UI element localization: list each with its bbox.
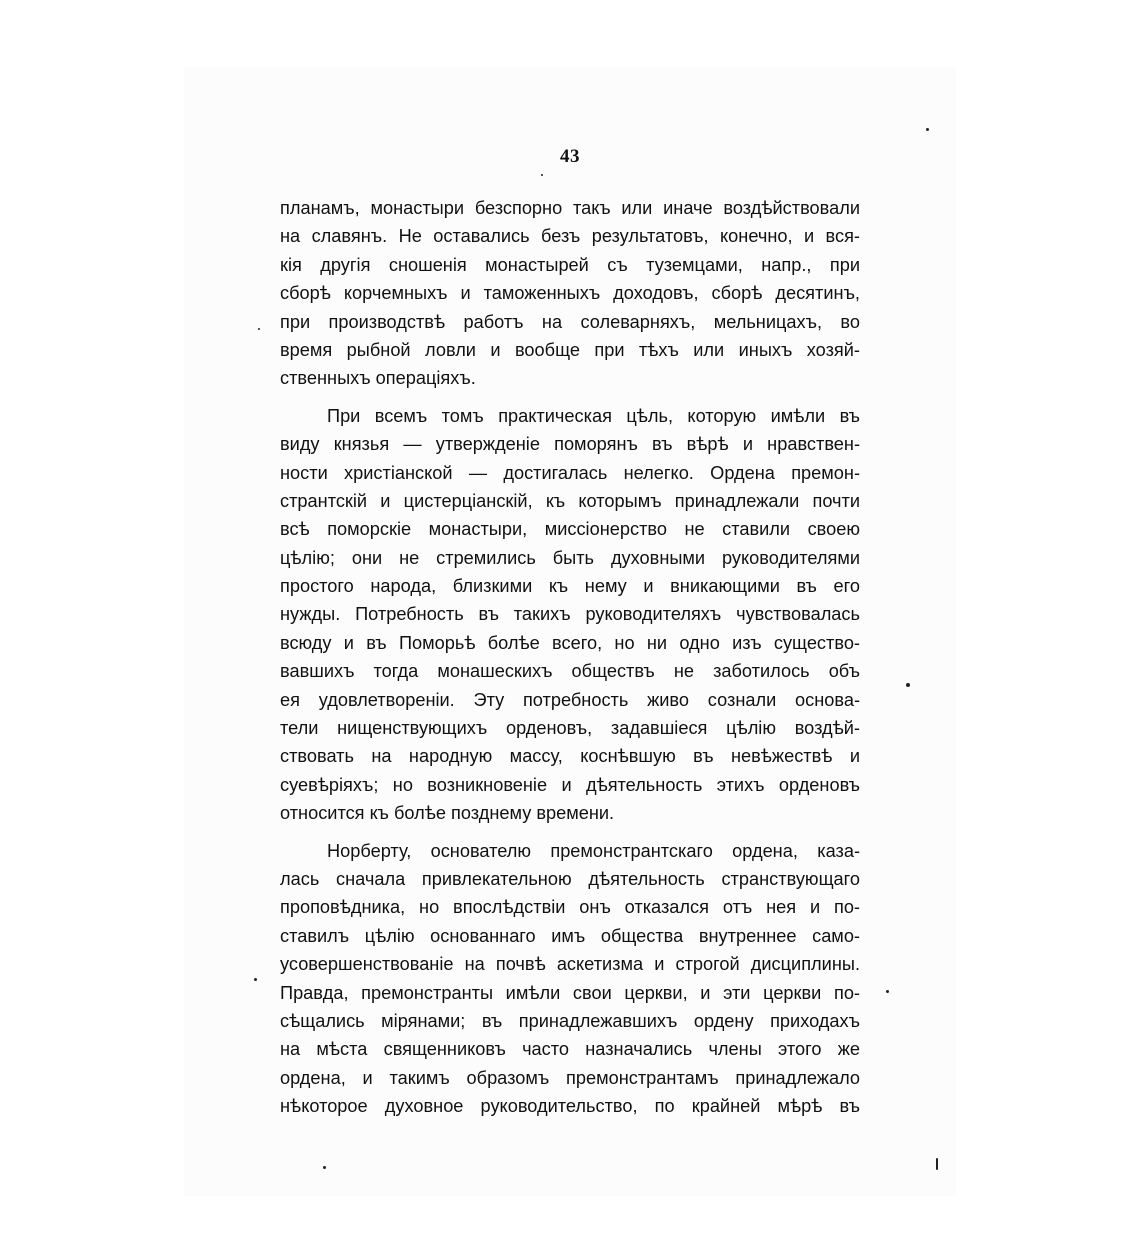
text-line: простого народа, близкими къ нему и вникающими въ его [280,576,860,597]
text-line: всюду и въ Поморьѣ болѣе всего, но ни одно изъ существо- [280,632,860,653]
scan-speck [541,174,543,176]
scan-speck [936,1158,938,1170]
text-line: ордена, и такимъ образомъ премонстрантамъ принадлежало [280,1067,860,1088]
scan-speck [323,1166,326,1169]
text-line: ности христіанской — достигалась нелегко. Ордена премон- [280,462,860,483]
text-line: проповѣдника, но впослѣдствіи онъ отказался отъ нея и по- [280,897,860,918]
text-line: на мѣста священниковъ часто назначались члены этого же [280,1039,860,1060]
text-line: цѣлію; они не стремились быть духовными руководителями [280,547,860,568]
text-line: планамъ, монастыри безспорно такъ или иначе воздѣйствовали [280,198,860,218]
scan-speck [254,978,257,981]
text-line: странтскій и цистерціанскій, къ которымъ принадлежали почти [280,490,860,511]
text-line: Норберту, основателю премонстрантскаго ордена, каза- [327,840,860,861]
text-line: время рыбной ловли и вообще при тѣхъ или иныхъ хозяй- [280,339,860,360]
text-line: ствовать на народную массу, коснѣвшую въ невѣжествѣ и [280,746,860,767]
paragraph [280,837,860,1121]
text-line: усовершенствованіе на почвѣ аскетизма и строгой дисциплины. [280,954,860,975]
page-number: 43 [560,146,580,167]
text-line: нужды. Потребность въ такихъ руководителяхъ чувствовалась [280,604,860,625]
scan-speck [906,683,910,687]
text-line: суевѣріяхъ; но возникновеніе и дѣятельность этихъ орденовъ [280,774,860,795]
text-line: сѣщались мірянами; въ принадлежавшихъ ордену приходахъ [280,1010,860,1031]
paragraph [280,194,860,393]
paragraph [280,402,860,828]
text-line: При всемъ томъ практическая цѣль, которую имѣли въ [327,405,860,426]
text-line: ственныхъ операціяхъ. [280,368,476,389]
text-line: вавшихъ тогда монашескихъ обществъ не заботилось объ [280,661,860,682]
text-line: ставилъ цѣлію основаннаго имъ общества внутреннее само- [280,925,860,946]
text-line: тели нищенствующихъ орденовъ, задавшіеся цѣлію воздѣй- [280,718,860,739]
text-line: лась сначала привлекательною дѣятельность странствующаго [280,868,860,889]
text-line: ея удовлетвореніи. Эту потребность живо сознали основа- [280,689,860,710]
text-line: относится къ болѣе позднему времени. [280,803,615,824]
body-text [280,194,860,1121]
text-line: всѣ поморскіе монастыри, миссіонерство не ставили своею [280,519,860,540]
text-line: Правда, премонстранты имѣли свои церкви, и эти церкви по- [280,982,860,1003]
text-line: кія другія сношенія монастырей съ туземцами, напр., при [280,254,860,275]
scan-speck [886,990,889,993]
text-line: нѣкоторое духовное руководительство, по крайней мѣрѣ въ [280,1096,860,1117]
scan-speck [258,328,260,330]
text-line: на славянъ. Не оставались безъ результатовъ, конечно, и вся- [280,226,860,247]
text-line: сборѣ корчемныхъ и таможенныхъ доходовъ, сборѣ десятинъ, [280,283,860,304]
scan-speck [926,128,929,131]
text-line: при производствѣ работъ на солеварняхъ, мельницахъ, во [280,311,860,332]
text-line: виду князья — утвержденіе поморянъ въ вѣрѣ и нравствен- [280,434,860,455]
